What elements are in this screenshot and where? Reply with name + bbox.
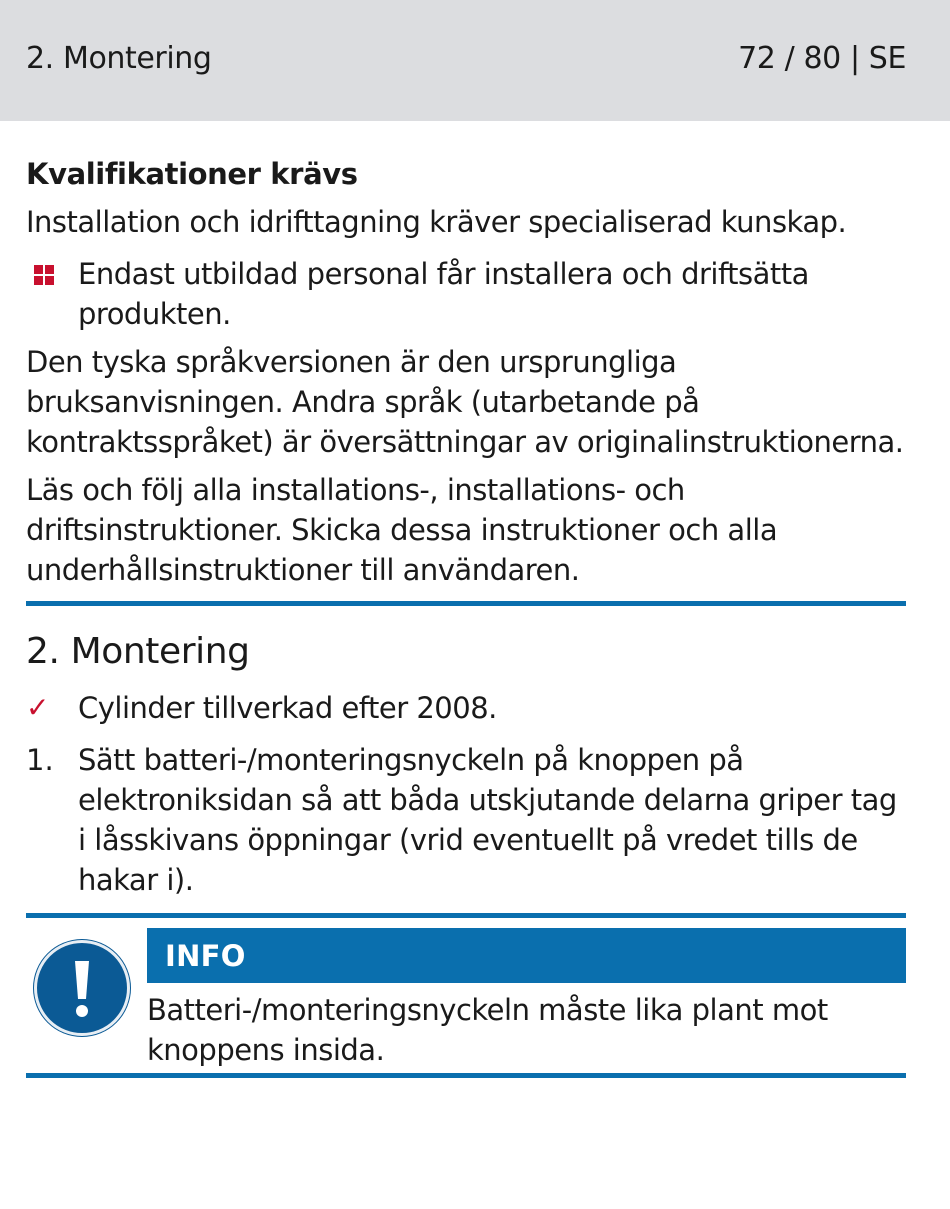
qualification-intro: Installation och idrifttagning kräver specialiserad kunskap.: [26, 205, 847, 239]
section-heading: 2. Montering: [26, 631, 250, 672]
language-version-paragraph: Den tyska språkversionen är den ursprungliga bruksanvisningen. Andra språk (utarbetande på kontraktsspråket) är översättningar av originalinstruktionerna.: [26, 345, 904, 459]
info-box: [26, 918, 906, 1073]
checkmark-icon: ✓: [26, 691, 50, 724]
step-text: Sätt batteri-/monteringsnyckeln på knoppen på elektroniksidan så att båda utskjutande delarna griper tag i låsskivans öppningar (vrid eventuellt på vredet tills de hakar i).: [78, 743, 897, 897]
info-text: Batteri-/monteringsnyckeln måste lika plant mot knoppens insida.: [147, 993, 828, 1067]
header-section-title: 2. Montering: [26, 41, 212, 76]
precondition-item: [26, 688, 906, 728]
precondition-text: Cylinder tillverkad efter 2008.: [78, 691, 497, 725]
qualification-heading: Kvalifikationer krävs: [26, 157, 358, 191]
qualification-bullet-text: Endast utbildad personal får installera och driftsätta produkten.: [78, 257, 809, 331]
qualification-bullet-item: [26, 254, 906, 334]
page-header: [0, 0, 950, 121]
exclamation-icon: [34, 940, 130, 1036]
section-divider: [26, 601, 906, 606]
instructions-paragraph: Läs och följ alla installations-, installations- och driftsinstruktioner. Skicka dessa instruktioner och alla underhållsinstruktioner till användaren.: [26, 473, 778, 587]
exclamation-icon-graphic: [37, 943, 127, 1033]
red-squares-bullet-icon: [34, 265, 54, 285]
header-page-number: 72 / 80 | SE: [738, 41, 906, 76]
step-number: 1.: [26, 743, 54, 777]
step-item: [26, 740, 906, 900]
info-bottom-divider: [26, 1073, 906, 1078]
page-content: [26, 154, 906, 1078]
info-label-bar: [147, 928, 906, 983]
info-label: INFO: [165, 939, 246, 973]
